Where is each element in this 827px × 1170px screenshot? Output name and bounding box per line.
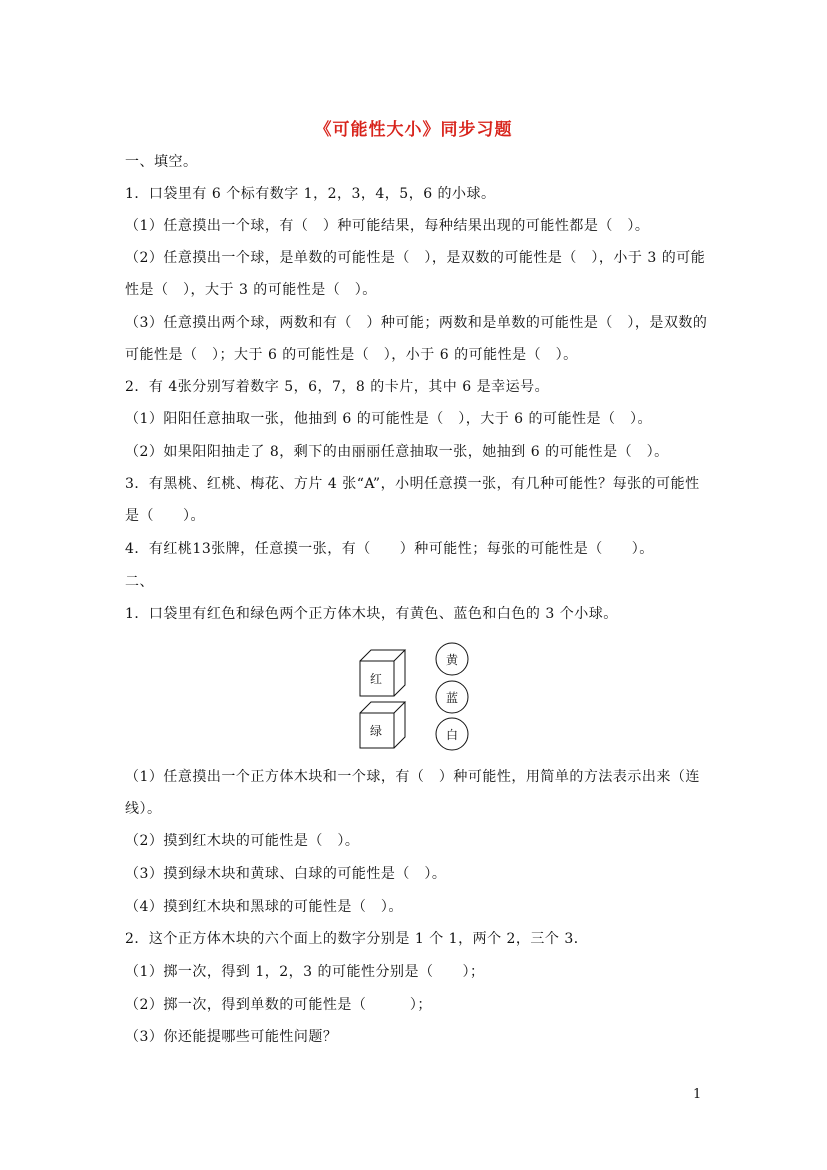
question-1-part-2-line-2: 性是（ ），大于 3 的可能性是（ ）。 xyxy=(125,282,377,298)
page-number: 1 xyxy=(693,1087,702,1102)
section-two-heading: 二、 xyxy=(125,574,154,590)
section-two-q1-part-3: （3）摸到绿木块和黄球、白球的可能性是（ ）。 xyxy=(125,866,447,882)
green-cube-label: 绿 xyxy=(370,724,383,738)
page-title: 《可能性大小》同步习题 xyxy=(314,120,513,140)
question-2-part-1: （1）阳阳任意抽取一张，他抽到 6 的可能性是（ ），大于 6 的可能性是（ ）。 xyxy=(125,411,653,427)
blocks-and-balls-figure xyxy=(355,642,475,754)
blue-ball-label: 蓝 xyxy=(446,691,459,705)
question-1-part-2-line-1: （2）任意摸出一个球，是单数的可能性是（ ），是双数的可能性是（ ），小于 3 的可能 xyxy=(125,250,706,266)
section-two-question-2: 2．这个正方体木块的六个面上的数字分别是 1 个 1，两个 2，三个 3． xyxy=(125,931,589,947)
section-two-q2-part-1: （1）掷一次，得到 1，2，3 的可能性分别是（ ）； xyxy=(125,964,485,980)
question-1-part-1: （1）任意摸出一个球，有（ ）种可能结果，每种结果出现的可能性都是（ ）。 xyxy=(125,218,650,234)
section-two-q1-part-1-line-1: （1）任意摸出一个正方体木块和一个球，有（ ）种可能性，用简单的方法表示出来（连 xyxy=(125,769,700,785)
question-1: 1．口袋里有 6 个标有数字 1，2，3，4，5，6 的小球。 xyxy=(125,186,496,202)
green-cube xyxy=(360,702,405,748)
question-2-part-2: （2）如果阳阳抽走了 8，剩下的由丽丽任意抽取一张，她抽到 6 的可能性是（ ）。 xyxy=(125,444,669,460)
white-ball-label: 白 xyxy=(446,728,459,742)
section-two-q1-part-4: （4）摸到红木块和黑球的可能性是（ ）。 xyxy=(125,899,403,915)
section-one-heading: 一、填空。 xyxy=(125,154,198,170)
section-two-q1-part-1-line-2: 线）。 xyxy=(125,801,162,817)
section-two-q1-part-2: （2）摸到红木块的可能性是（ ）。 xyxy=(125,833,360,849)
question-2: 2．有 4张分别写着数字 5，6，7，8 的卡片，其中 6 是幸运号。 xyxy=(125,379,550,395)
red-cube xyxy=(360,650,405,696)
question-4: 4．有红桃13张牌，任意摸一张，有（ ）种可能性；每张的可能性是（ ）。 xyxy=(125,541,654,557)
question-1-part-3-line-2: 可能性是（ ）；大于 6 的可能性是（ ），小于 6 的可能性是（ ）。 xyxy=(125,347,578,363)
question-3-line-1: 3．有黑桃、红桃、梅花、方片 4 张“A”，小明任意摸一张，有几种可能性？每张的可能性 xyxy=(125,476,700,492)
section-two-q2-part-2: （2）掷一次，得到单数的可能性是（ ）； xyxy=(125,997,432,1013)
question-3-line-2: 是（ ）。 xyxy=(125,508,205,524)
yellow-ball-label: 黄 xyxy=(446,653,459,667)
red-cube-label: 红 xyxy=(370,672,383,686)
blocks-and-balls-drawing xyxy=(355,642,475,754)
question-1-part-3-line-1: （3）任意摸出两个球，两数和有（ ）种可能；两数和是单数的可能性是（ ），是双数的 xyxy=(125,315,708,331)
section-two-question-1: 1．口袋里有红色和绿色两个正方体木块，有黄色、蓝色和白色的 3 个小球。 xyxy=(125,606,618,622)
section-two-q2-part-3: （3）你还能提哪些可能性问题？ xyxy=(125,1029,338,1045)
